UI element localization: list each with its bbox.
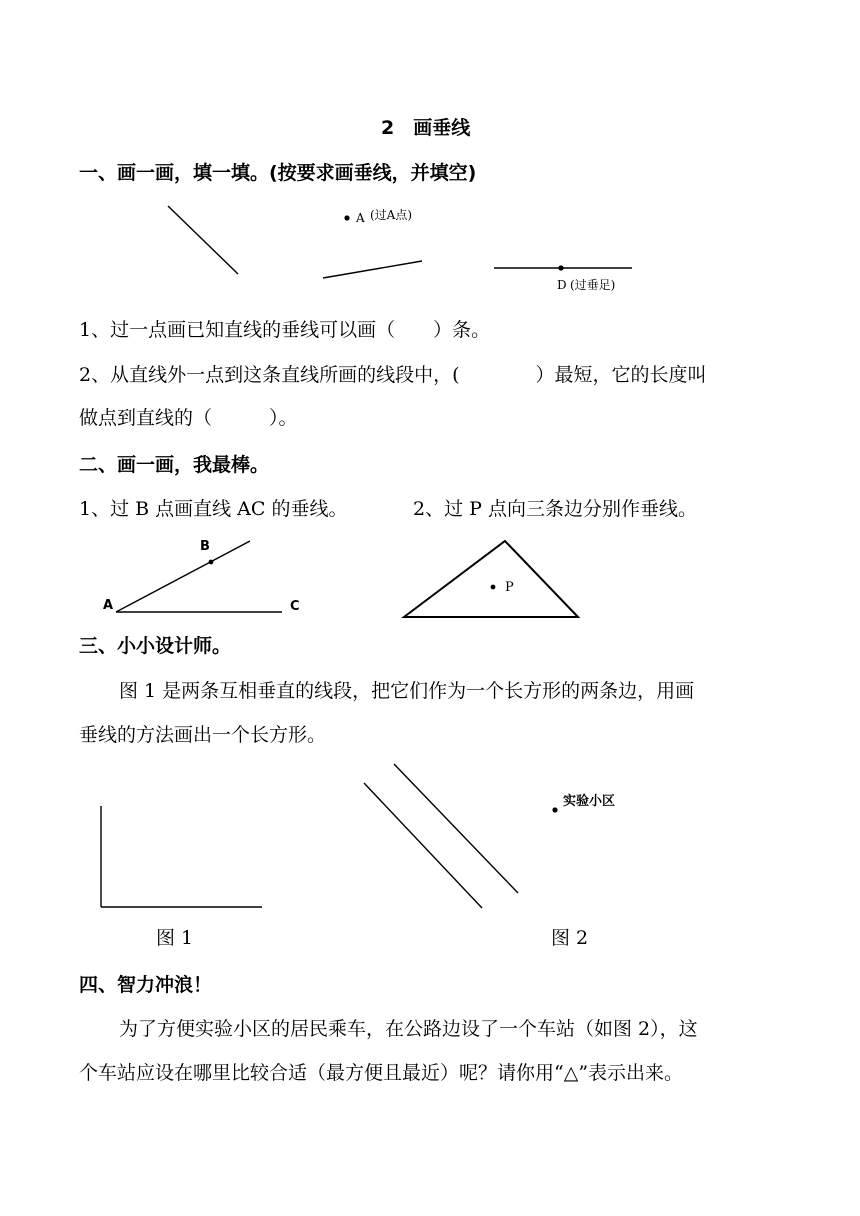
road-line-1[interactable] <box>364 783 482 908</box>
label-p: P <box>505 580 514 595</box>
triangle[interactable] <box>404 541 578 617</box>
slanted-line-1[interactable] <box>168 206 238 274</box>
section1-heading: 一、画一画，填一填。(按要求画垂线，并填空) <box>79 162 477 184</box>
point-a-label: A <box>356 211 365 225</box>
point-d-dot[interactable] <box>558 265 563 270</box>
community-label: 实验小区 <box>563 794 616 809</box>
section1-question-2-line1: 2、从直线外一点到这条直线所画的线段中，( ）最短，它的长度叫 <box>79 364 707 386</box>
community-dot[interactable] <box>552 807 557 812</box>
section3-heading: 三、小小设计师。 <box>79 635 232 657</box>
line-ab[interactable] <box>116 541 250 612</box>
point-a-note: (过A点) <box>370 208 413 222</box>
section2-heading: 二、画一画，我最棒。 <box>79 454 270 476</box>
page-title: 2 画垂线 <box>381 117 471 139</box>
point-p-dot[interactable] <box>491 585 496 590</box>
road-line-2[interactable] <box>394 764 518 893</box>
section4-paragraph-line2: 个车站应设在哪里比较合适（最方便且最近）呢？请你用“△”表示出来。 <box>79 1062 684 1084</box>
point-d-note: (过垂足) <box>570 278 616 292</box>
section1-question-1: 1、过一点画已知直线的垂线可以画（ ）条。 <box>79 319 491 341</box>
label-c: C <box>290 599 300 614</box>
figure1-caption: 图 1 <box>156 927 194 949</box>
figure2-caption: 图 2 <box>551 927 589 949</box>
slanted-line-2[interactable] <box>323 261 422 278</box>
section3-paragraph-line2: 垂线的方法画出一个长方形。 <box>79 724 327 746</box>
label-a: A <box>103 598 114 613</box>
section4-heading: 四、智力冲浪！ <box>79 974 213 996</box>
point-d-label: D <box>557 278 567 292</box>
section2-question-1: 1、过 B 点画直线 AC 的垂线。 <box>79 498 348 520</box>
point-b-dot[interactable] <box>209 560 214 565</box>
label-b: B <box>200 539 210 554</box>
section3-paragraph-line1: 图 1 是两条互相垂直的线段，把它们作为一个长方形的两条边，用画 <box>119 680 695 702</box>
section1-question-2-line2: 做点到直线的（ ）。 <box>79 407 298 429</box>
point-a-dot[interactable] <box>344 215 349 220</box>
section2-question-2: 2、过 P 点向三条边分别作垂线。 <box>413 498 697 520</box>
section4-paragraph-line1: 为了方便实验小区的居民乘车，在公路边设了一个车站（如图 2），这 <box>119 1018 698 1040</box>
